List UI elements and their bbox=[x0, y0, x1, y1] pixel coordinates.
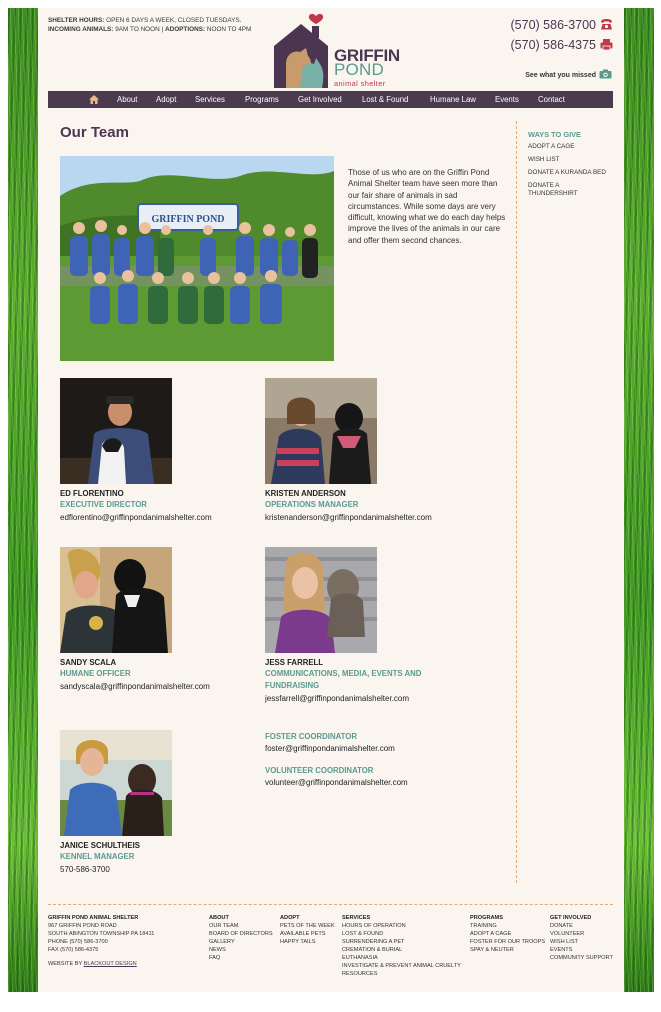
house-icon bbox=[274, 24, 328, 88]
footer-org-info bbox=[48, 914, 154, 954]
sidebar-link-adopt-a-cage[interactable]: ADOPT A CAGE bbox=[528, 143, 575, 150]
logo-text-animal-shelter: animal shelter bbox=[334, 79, 386, 88]
nav-events[interactable]: Events bbox=[495, 95, 519, 104]
footer-link[interactable]: EUTHANASIA bbox=[342, 955, 378, 961]
team-email-ed[interactable]: edflorentino@griffinpondanimalshelter.com bbox=[60, 513, 212, 522]
footer-link[interactable]: CREMATION & BURIAL bbox=[342, 947, 403, 953]
team-name-sandy: SANDY SCALA bbox=[60, 658, 117, 667]
fax-icon bbox=[600, 39, 613, 50]
sidebar-ways-to-give bbox=[528, 130, 618, 203]
team-title-janice: KENNEL MANAGER bbox=[60, 852, 135, 861]
team-name-ed: ED FLORENTINO bbox=[60, 489, 124, 498]
photo-kristen-anderson bbox=[265, 378, 377, 484]
footer-link[interactable]: ADOPT A CAGE bbox=[470, 931, 512, 937]
page-title: Our Team bbox=[60, 124, 129, 141]
camera-icon[interactable] bbox=[599, 69, 612, 79]
home-icon[interactable] bbox=[89, 95, 99, 104]
logo-text-pond: POND bbox=[334, 60, 384, 79]
nav-lost-found[interactable]: Lost & Found bbox=[362, 95, 409, 104]
incoming-text: 9AM TO NOON bbox=[115, 26, 160, 33]
footer-heading-programs[interactable]: PROGRAMS bbox=[470, 915, 503, 921]
photo-sandy-scala bbox=[60, 547, 172, 653]
phone-number-2[interactable]: (570) 586-4375 bbox=[510, 38, 596, 52]
team-title-jess-line1: COMMUNICATIONS, MEDIA, EVENTS AND bbox=[265, 669, 422, 678]
footer-link[interactable]: SPAY & NEUTER bbox=[470, 947, 514, 953]
team-title-sandy: HUMANE OFFICER bbox=[60, 669, 131, 678]
adoptions-text: NOON TO 4PM bbox=[206, 26, 252, 33]
footer-heading-services[interactable]: SERVICES bbox=[342, 915, 371, 921]
footer-col-get-involved bbox=[550, 914, 613, 962]
footer-link[interactable]: GALLERY bbox=[209, 939, 235, 945]
nav-programs[interactable]: Programs bbox=[245, 95, 279, 104]
footer-col-adopt bbox=[280, 914, 335, 946]
grass-border-left bbox=[8, 8, 38, 992]
footer-link[interactable]: WISH LIST bbox=[550, 939, 578, 945]
sidebar-heading: WAYS TO GIVE bbox=[528, 130, 581, 139]
nav-contact[interactable]: Contact bbox=[538, 95, 565, 104]
footer-link[interactable]: VOLUNTEER bbox=[550, 931, 585, 937]
credit-link[interactable]: BLACKOUT DESIGN bbox=[83, 961, 137, 967]
photo-janice-schultheis bbox=[60, 730, 172, 836]
footer-link[interactable]: RESOURCES bbox=[342, 971, 378, 977]
team-title-ed: EXECUTIVE DIRECTOR bbox=[60, 500, 147, 509]
footer-divider bbox=[48, 904, 613, 905]
telephone-icon bbox=[600, 19, 613, 30]
footer-col-services bbox=[342, 914, 461, 978]
nav-humane-law[interactable]: Humane Law bbox=[430, 95, 476, 104]
nav-adopt[interactable]: Adopt bbox=[156, 95, 177, 104]
sidebar-link-kuranda-bed[interactable]: DONATE A KURANDA BED bbox=[528, 169, 606, 176]
footer-address-1: 967 GRIFFIN POND ROAD bbox=[48, 923, 117, 929]
footer-link[interactable]: INVESTIGATE & PREVENT ANIMAL CRUELTY bbox=[342, 963, 461, 969]
team-name-kristen: KRISTEN ANDERSON bbox=[265, 489, 346, 498]
footer-link[interactable]: EVENTS bbox=[550, 947, 573, 953]
team-email-sandy[interactable]: sandyscala@griffinpondanimalshelter.com bbox=[60, 682, 210, 691]
footer-link[interactable]: PETS OF THE WEEK bbox=[280, 923, 335, 929]
heart-icon bbox=[309, 14, 323, 24]
footer-credit bbox=[48, 961, 137, 967]
photo-sign-text: GRIFFIN POND bbox=[151, 214, 225, 225]
footer-heading-adopt[interactable]: ADOPT bbox=[280, 915, 300, 921]
team-phone-janice[interactable]: 570-586-3700 bbox=[60, 865, 110, 874]
sidebar-link-wish-list[interactable]: WISH LIST bbox=[528, 156, 560, 163]
footer-link[interactable]: NEWS bbox=[209, 947, 226, 953]
footer-link[interactable]: FOSTER FOR OUR TROOPS bbox=[470, 939, 546, 945]
team-name-jess: JESS FARRELL bbox=[265, 658, 324, 667]
team-name-janice: JANICE SCHULTHEIS bbox=[60, 841, 140, 850]
footer-heading-get-involved[interactable]: GET INVOLVED bbox=[550, 915, 592, 921]
footer-link[interactable]: BOARD OF DIRECTORS bbox=[209, 931, 273, 937]
volunteer-coordinator-email[interactable]: volunteer@griffinpondanimalshelter.com bbox=[265, 778, 408, 787]
phone-number-1[interactable]: (570) 586-3700 bbox=[510, 18, 596, 32]
grass-border-right bbox=[624, 8, 654, 992]
footer-link[interactable]: TRAINING bbox=[470, 923, 497, 929]
team-title-kristen: OPERATIONS MANAGER bbox=[265, 500, 359, 509]
footer-fax: FAX (570) 586-4375 bbox=[48, 947, 99, 953]
see-what-you-missed-link[interactable]: See what you missed bbox=[525, 72, 596, 79]
nav-services[interactable]: Services bbox=[195, 95, 225, 104]
team-email-jess[interactable]: jessfarrell@griffinpondanimalshelter.com bbox=[265, 694, 410, 703]
footer-link[interactable]: HAPPY TAILS bbox=[280, 939, 316, 945]
photo-ed-florentino bbox=[60, 378, 172, 484]
hours-label: SHELTER HOURS: bbox=[48, 17, 105, 24]
volunteer-coordinator-title: VOLUNTEER COORDINATOR bbox=[265, 766, 374, 775]
footer-link[interactable]: DONATE bbox=[550, 923, 573, 929]
hours-text: OPEN 6 DAYS A WEEK, CLOSED TUESDAYS. bbox=[106, 17, 242, 24]
footer-address-2: SOUTH ABINGTON TOWNSHIP PA 18411 bbox=[48, 931, 155, 937]
footer-phone: PHONE (570) 586-3700 bbox=[48, 939, 108, 945]
footer-col-about bbox=[209, 914, 273, 962]
footer-link[interactable]: SURRENDERING A PET bbox=[342, 939, 405, 945]
foster-coordinator-title: FOSTER COORDINATOR bbox=[265, 732, 357, 741]
team-email-kristen[interactable]: kristenanderson@griffinpondanimalshelter.com bbox=[265, 513, 432, 522]
team-intro-text: Those of us who are on the Griffin Pond Animal Shelter team have seen more than our fair share of animals in sad circumstances. While some days are very difficult, knowing what we do each day helps improve the lives of the animals in our care and offer them second chances. bbox=[348, 168, 506, 245]
page bbox=[38, 8, 624, 992]
sidebar-link-thundershirt[interactable]: DONATE A THUNDERSHIRT bbox=[528, 182, 578, 197]
footer-col-programs bbox=[470, 914, 545, 954]
foster-coordinator-email[interactable]: foster@griffinpondanimalshelter.com bbox=[265, 744, 395, 753]
adoptions-label: ADOPTIONS: bbox=[164, 26, 206, 33]
sidebar-divider bbox=[516, 121, 517, 883]
footer-link[interactable]: FAQ bbox=[209, 955, 221, 961]
nav-get-involved[interactable]: Get Involved bbox=[298, 95, 342, 104]
footer-heading-about[interactable]: ABOUT bbox=[209, 915, 229, 921]
team-title-jess-line2: FUNDRAISING bbox=[265, 681, 320, 690]
team-group-photo bbox=[60, 156, 334, 361]
footer-link[interactable]: LOST & FOUND bbox=[342, 931, 384, 937]
main-navigation bbox=[48, 91, 613, 108]
shelter-hours: SHELTER HOURS: OPEN 6 DAYS A WEEK, CLOSED TUESDAYS. INCOMING ANIMALS: 9AM TO NOON | ADOPTIONS: NOON TO 4PM bbox=[48, 17, 252, 33]
footer-link[interactable]: COMMUNITY SUPPORT bbox=[550, 955, 613, 961]
photo-jess-farrell bbox=[265, 547, 377, 653]
footer-link[interactable]: HOURS OF OPERATION bbox=[342, 923, 406, 929]
footer-org-name: GRIFFIN POND ANIMAL SHELTER bbox=[48, 915, 139, 921]
nav-about[interactable]: About bbox=[117, 95, 138, 104]
logo-text-griffin: GRIFFIN bbox=[334, 46, 400, 65]
footer-link[interactable]: AVAILABLE PETS bbox=[280, 931, 326, 937]
incoming-label: INCOMING ANIMALS: bbox=[48, 26, 114, 33]
credit-prefix: WEBSITE BY bbox=[48, 961, 83, 967]
footer-link[interactable]: OUR TEAM bbox=[209, 923, 239, 929]
